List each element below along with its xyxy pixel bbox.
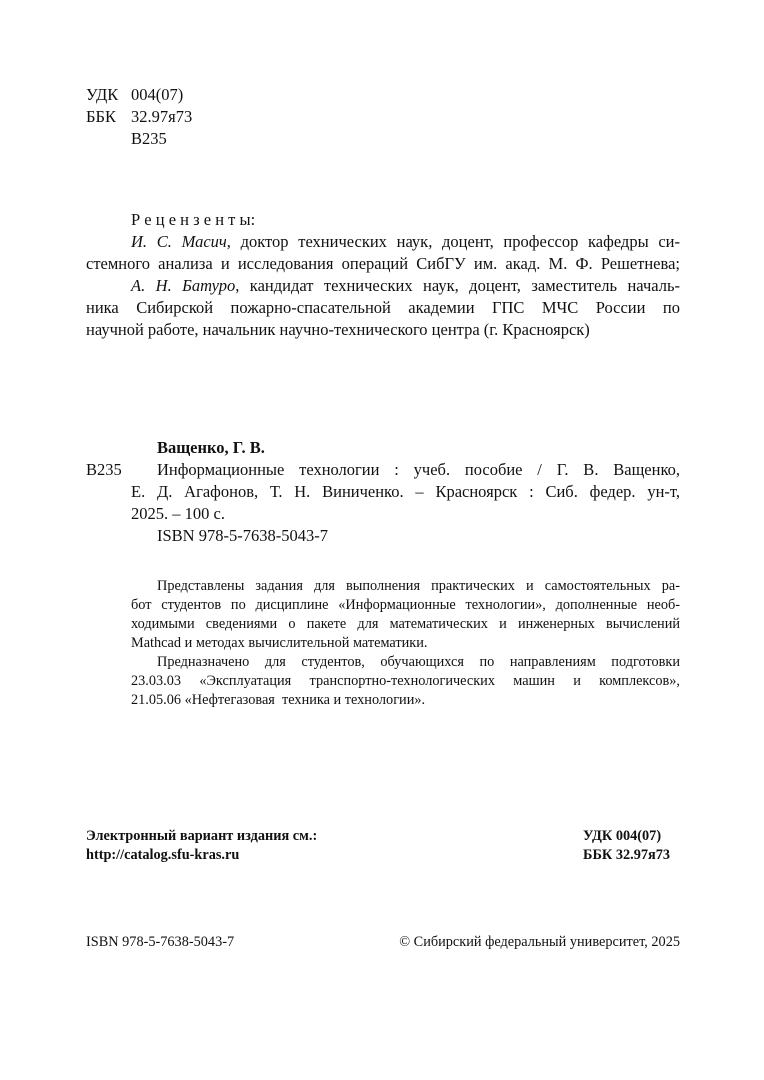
annotation-p2-line-2: 23.03.03 «Эксплуатация транспортно-технологических машин и комплексов», xyxy=(131,673,680,689)
udk-label: УДК xyxy=(86,85,119,104)
author-mark: В235 xyxy=(131,129,167,148)
catalog-url[interactable]: http://catalog.sfu-kras.ru xyxy=(86,847,240,863)
copyright: © Сибирский федеральный университет, 2025 xyxy=(399,934,680,950)
reviewers-heading: Р е ц е н з е н т ы: xyxy=(131,210,256,229)
annotation-p2-line-3: 21.05.06 «Нефтегазовая техника и технологии». xyxy=(131,692,426,708)
reviewer-2-line-1: А. Н. Батуро, кандидат технических наук, доцент, заместитель началь- xyxy=(131,276,680,295)
footer-bbk: ББК 32.97я73 xyxy=(583,847,671,863)
annotation-p1-line-4: Mathcad и методах вычислительной математики. xyxy=(131,635,428,651)
reviewer-2-line-2: ника Сибирской пожарно-спасательной академии ГПС МЧС России по xyxy=(86,298,680,317)
annotation-p1-line-3: ходимыми сведениями о пакете для математических и инженерных вычислений xyxy=(131,616,680,632)
footer-isbn: ISBN 978-5-7638-5043-7 xyxy=(86,934,235,950)
bib-line-3: 2025. – 100 с. xyxy=(131,504,225,523)
bib-isbn: ISBN 978-5-7638-5043-7 xyxy=(157,526,328,545)
bib-author: Ващенко, Г. В. xyxy=(157,438,265,457)
electronic-version-label: Электронный вариант издания см.: xyxy=(86,828,318,844)
reviewer-1-line-2: стемного анализа и исследования операций СибГУ им. акад. М. Ф. Решетнева; xyxy=(86,254,680,273)
bbk-label: ББК xyxy=(86,107,116,126)
reviewer-2-name: А. Н. Батуро xyxy=(131,276,236,295)
udk-value: 004(07) xyxy=(131,85,184,104)
reviewer-1-name: И. С. Масич xyxy=(131,232,227,251)
bib-line-2: Е. Д. Агафонов, Т. Н. Виниченко. – Красноярск : Сиб. федер. ун-т, xyxy=(131,482,680,501)
bib-mark: В235 xyxy=(86,460,122,479)
annotation-p1-line-2: бот студентов по дисциплине «Информационные технологии», дополненные необ- xyxy=(131,597,680,613)
reviewer-1-line-1: И. С. Масич, доктор технических наук, доцент, профессор кафедры си- xyxy=(131,232,680,251)
reviewer-2-line-3: научной работе, начальник научно-технического центра (г. Красноярск) xyxy=(86,320,590,339)
footer-udk: УДК 004(07) xyxy=(583,828,662,844)
bib-line-1: Информационные технологии : учеб. пособие / Г. В. Ващенко, xyxy=(157,460,680,479)
annotation-p2-line-1: Предназначено для студентов, обучающихся по направлениям подготовки xyxy=(157,654,680,670)
annotation-p1-line-1: Представлены задания для выполнения практических и самостоятельных ра- xyxy=(157,578,680,594)
bbk-value: 32.97я73 xyxy=(131,107,193,126)
